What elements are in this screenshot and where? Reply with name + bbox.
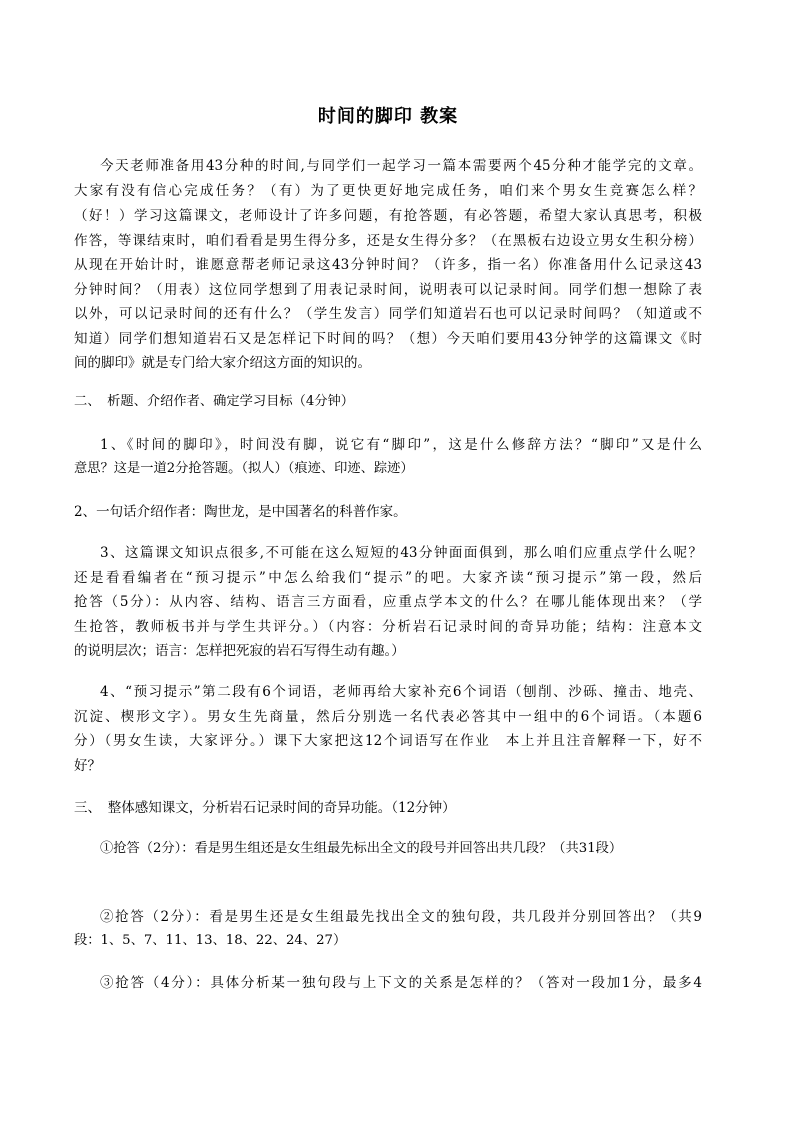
text-line: 沉淀、楔形文字）。男女生先商量，然后分别选一名代表必答其中一组中的6个词语。（本题6: [74, 709, 702, 725]
text-line: 2、一句话介绍作者：陶世龙，是中国著名的科普作家。: [74, 504, 407, 520]
text-line: 以外，可以记录时间的还有什么？（学生发言）同学们知道岩石也可以记录时间吗？（知道或不: [74, 306, 702, 322]
section-heading: 三、 整体感知课文，分析岩石记录时间的奇异功能。（12分钟）: [74, 800, 456, 816]
text-line: 生抢答，教师板书并与学生共评分。）（内容：分析岩石记录时间的奇异功能；结构：注意本文: [74, 619, 702, 635]
text-line: 段：1、5、7、11、13、18、22、24、27）: [74, 933, 347, 948]
text-line: 抢答（5分）：从内容、结构、语言三方面看，应重点学本文的什么？在哪儿能体现出来？（学: [74, 594, 702, 610]
text-line: 分）（男女生读，大家评分。）课下大家把这12个词语写在作业 本上并且注音解释一下，好不: [74, 733, 702, 749]
text-line: 大家有没有信心完成任务？（有）为了更快更好地完成任务，咱们来个男女生竞赛怎么样？: [74, 183, 702, 199]
text-line: 意思？这是一道2分抢答题。（拟人）（痕迹、印迹、踪迹）: [74, 461, 414, 476]
text-line: 分钟时间？（用表）这位同学想到了用表记录时间，说明表可以记录时间。同学们想一想除了表: [74, 282, 702, 298]
text-line: ②抢答（2分）：看是男生还是女生组最先找出全文的独句段，共几段并分别回答出？（共9: [100, 909, 702, 925]
text-line: 今天老师准备用43分种的时间,与同学们一起学习一篇本需要两个45分种才能学完的文章。: [100, 158, 702, 174]
text-line: 1、《时间的脚印》，时间没有脚，说它有“脚印”，这是什么修辞方法？“脚印”又是什么: [100, 437, 702, 453]
text-line: 间的脚印》就是专门给大家介绍这方面的知识的。: [74, 355, 371, 371]
text-line: 好？: [74, 758, 101, 774]
text-line: 的说明层次；语言：怎样把死寂的岩石写得生动有趣。）: [74, 643, 405, 659]
text-line: ③抢答（4分）：具体分析某一独句段与上下文的关系是怎样的？（答对一段加1分，最多4: [100, 975, 702, 991]
text-line: 4、“预习提示”第二段有6个词语，老师再给大家补充6个词语（刨削、沙砾、撞击、地壳、: [100, 684, 702, 700]
text-line: （好！）学习这篇课文，老师设计了许多问题，有抢答题，有必答题，希望大家认真思考，积极: [74, 208, 702, 224]
text-line: 作答，等课结束时，咱们看看是男生得分多，还是女生得分多？（在黑板右边设立男女生积分榜）: [74, 233, 702, 249]
text-line: 3、这篇课文知识点很多,不可能在这么短短的43分钟面面俱到，那么咱们应重点学什么呢？: [100, 545, 702, 561]
text-line: 还是看看编者在“预习提示”中怎么给我们“提示”的吧。大家齐读“预习提示”第一段，然后: [74, 570, 702, 586]
document-title: 时间的脚印 教案: [317, 106, 459, 127]
text-line: 从现在开始计时，谁愿意帮老师记录这43分钟时间？（许多，指一名）你准备用什么记录这43: [74, 257, 702, 273]
text-line: 知道）同学们想知道岩石又是怎样记下时间的吗？（想）今天咱们要用43分钟学的这篇课文《时: [74, 331, 702, 347]
section-heading: 二、 析题、介绍作者、确定学习目标（4分钟）: [74, 394, 355, 409]
text-line: ①抢答（2分）：看是男生组还是女生组最先标出全文的段号并回答出共几段？（共31段）: [100, 841, 623, 856]
